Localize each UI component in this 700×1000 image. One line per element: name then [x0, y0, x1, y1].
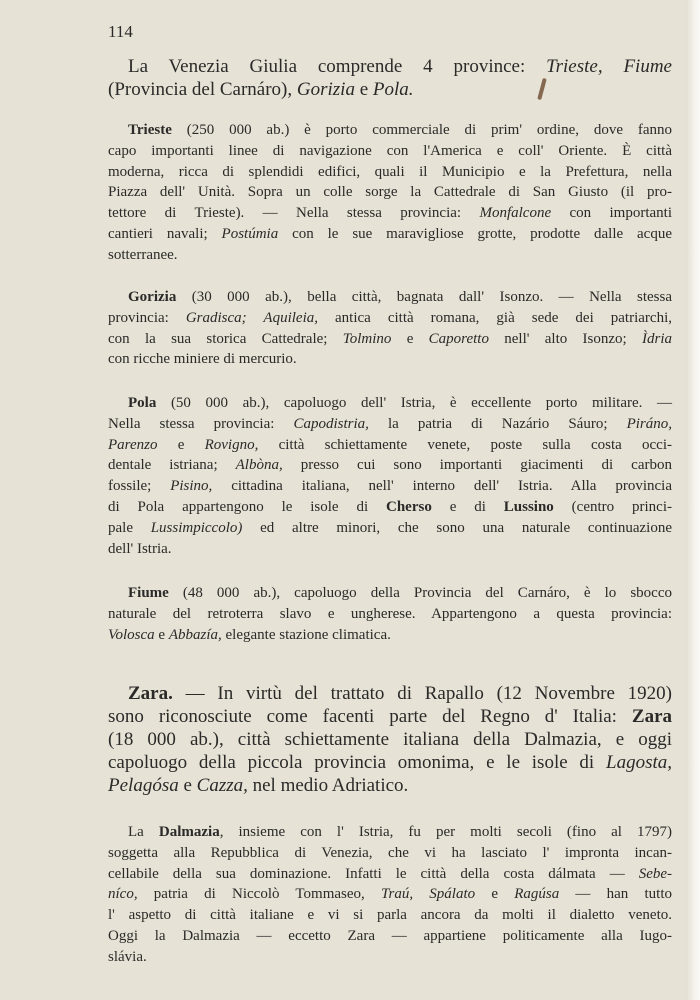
italic-text: Monfalcone: [479, 205, 552, 222]
text-line: [108, 682, 672, 705]
text-line: [108, 308, 672, 329]
text-span: moderna, ricca di splendidi edifici, quali il Municipio e la Prefettura, nella: [108, 163, 672, 180]
italic-text: Piráno,: [626, 415, 672, 432]
paragraph-dalmazia: [108, 822, 672, 968]
italic-text: Sebe-: [638, 865, 672, 882]
text-span: (Provincia del Carnáro),: [108, 79, 297, 100]
text-line: [108, 435, 672, 456]
text-span: naturale del retroterra slavo e ungherese. Appartengono a questa provincia:: [108, 605, 672, 622]
text-line: [108, 55, 672, 78]
text-line: [108, 141, 672, 162]
text-line: [108, 905, 672, 926]
text-line: [108, 774, 672, 797]
text-span: e: [475, 886, 515, 903]
text-line: [108, 203, 672, 224]
italic-text: Cazza,: [196, 775, 248, 796]
text-span: e: [154, 626, 169, 643]
italic-text: Albòna,: [235, 457, 283, 474]
text-line: [108, 455, 672, 476]
paragraph-pola: [108, 393, 672, 559]
italic-text: Pola.: [372, 79, 414, 100]
text-span: città schiettamente venete, poste sulla costa occi-: [258, 436, 672, 453]
text-line: [108, 476, 672, 497]
text-line: [108, 843, 672, 864]
text-line: [108, 751, 672, 774]
text-span: — In virtù del trattato di Rapallo (12 Novembre 1920): [172, 683, 672, 704]
text-span: (18 000 ab.), città schiettamente italiana della Dalmazia, e oggi: [108, 729, 672, 750]
text-span: tettore di Trieste). — Nella stessa provincia:: [108, 205, 480, 222]
bold-text: Lussino: [503, 498, 554, 515]
bold-text: Fiume: [128, 585, 169, 601]
text-span: capo importanti linee di navigazione con l'America e coll' Oriente. È città: [108, 142, 672, 159]
text-span: (250 000 ab.) è porto commerciale di prim' ordine, dove fanno: [171, 122, 672, 138]
text-span: dell' Istria.: [108, 540, 172, 557]
text-line: [108, 182, 672, 203]
text-span: (50 000 ab.), capoluogo dell' Istria, è eccellente porto militare. —: [156, 395, 672, 411]
text-span: l' aspetto di città italiane e vi si parla ancora da molti il dialetto veneto.: [108, 907, 672, 924]
text-line: [108, 583, 672, 604]
text-line: [108, 822, 672, 843]
text-line: [108, 329, 672, 350]
italic-text: Rovigno,: [204, 436, 259, 453]
text-span: fossile;: [108, 478, 171, 495]
paragraph-intro: [108, 55, 672, 101]
text-line: [108, 539, 672, 560]
text-span: (48 000 ab.), capoluogo della Provincia del Carnáro, è lo sbocco: [168, 585, 672, 601]
text-line: [108, 728, 672, 751]
text-span: , insieme con l' Istria, fu per molti secoli (fino al 1797): [219, 824, 672, 840]
text-span: e di: [431, 498, 504, 515]
italic-text: Lussimpiccolo): [150, 519, 243, 536]
italic-text: Postúmia: [221, 225, 279, 242]
bold-text: Cherso: [386, 498, 432, 515]
text-span: La Venezia Giulia comprende 4 province:: [128, 56, 547, 77]
text-span: con ricche miniere di mercurio.: [108, 351, 297, 368]
text-span: pale: [108, 519, 151, 536]
italic-text: Pelagósa: [108, 775, 179, 796]
text-span: (centro princi-: [553, 498, 673, 515]
text-line: [108, 947, 672, 968]
text-line: [108, 245, 672, 266]
italic-text: Ragúsa: [514, 886, 560, 903]
text-span: di Pola appartengono le isole di: [108, 498, 386, 515]
text-span: cittadina italiana, nell' interno dell' Istria. Alla provincia: [212, 478, 672, 495]
text-span: e: [354, 79, 373, 100]
text-line: [108, 884, 672, 905]
text-span: (30 000 ab.), bella città, bagnata dall' Isonzo. — Nella stessa: [176, 289, 672, 305]
text-span: con importanti: [551, 205, 672, 222]
text-span: nel medio Adriatico.: [247, 775, 409, 796]
bold-text: Zara: [631, 706, 672, 727]
italic-text: Abbazía,: [168, 626, 222, 643]
text-line: [108, 625, 672, 646]
text-span: capoluogo della piccola provincia omonima, e le isole di: [108, 752, 606, 773]
text-line: [108, 224, 672, 245]
italic-text: Ìdria: [642, 330, 672, 347]
italic-text: Traú, Spálato: [380, 886, 476, 903]
text-line: [108, 120, 672, 141]
text-line: [108, 287, 672, 308]
text-span: sotterranee.: [108, 246, 178, 263]
text-line: [108, 926, 672, 947]
page-number: 114: [108, 22, 133, 41]
paragraph-gorizia: [108, 287, 672, 370]
text-span: con le sue maravigliose grotte, prodotte dalle acque: [278, 225, 672, 242]
bold-text: Zara.: [128, 683, 173, 704]
text-span: presso cui sono importanti giacimenti di carbon: [282, 457, 672, 474]
paragraph-zara: [108, 682, 672, 797]
italic-text: Pisino,: [170, 478, 213, 495]
italic-text: Caporetto: [428, 330, 489, 347]
text-span: cantieri navali;: [108, 225, 222, 242]
text-span: soggetta alla Repubblica di Venezia, che vi ha lasciato l' impronta incan-: [108, 844, 672, 861]
text-span: ed altre minori, che sono una naturale continuazione: [242, 519, 672, 536]
text-span: e: [178, 775, 197, 796]
text-span: nell' alto Isonzo;: [488, 330, 642, 347]
italic-text: Capodistria,: [293, 415, 369, 432]
text-span: e: [157, 436, 205, 453]
text-line: [108, 518, 672, 539]
text-line: [108, 349, 672, 370]
italic-text: Parenzo: [108, 436, 158, 453]
text-span: elegante stazione climatica.: [221, 626, 391, 643]
text-span: cellabile della sua dominazione. Infatti le città della costa dálmata —: [108, 865, 639, 882]
bold-text: Trieste: [128, 122, 172, 138]
page-edge: [686, 0, 700, 1000]
text-line: [108, 162, 672, 183]
bold-text: Gorizia: [128, 289, 177, 305]
text-span: sono riconosciute come facenti parte del Regno d' Italia:: [108, 706, 632, 727]
text-span: Oggi la Dalmazia — eccetto Zara — appartiene politicamente alla Iugo-: [108, 927, 672, 944]
text-span: slávia.: [108, 948, 147, 965]
text-span: dentale istriana;: [108, 457, 236, 474]
italic-text: Volosca: [108, 626, 155, 643]
text-span: provincia:: [108, 309, 186, 326]
text-line: [108, 78, 672, 101]
text-line: [108, 497, 672, 518]
text-span: e: [391, 330, 429, 347]
text-span: antica città romana, già sede dei patriarchi,: [318, 309, 672, 326]
text-span: La: [128, 824, 159, 840]
italic-text: Lagosta,: [606, 752, 672, 773]
italic-text: Gradisca; Aquileia,: [185, 309, 318, 326]
bold-text: Dalmazia: [158, 824, 220, 840]
text-span: la patria di Nazário Sáuro;: [368, 415, 627, 432]
text-span: Piazza dell' Unità. Sopra un colle sorge la Cattedrale di San Giusto (il pro-: [108, 184, 672, 201]
text-span: Nella stessa provincia:: [108, 415, 294, 432]
text-span: patria di Niccolò Tommaseo,: [137, 886, 381, 903]
text-span: con la sua storica Cattedrale;: [108, 330, 343, 347]
italic-text: níco,: [108, 886, 138, 903]
text-line: [108, 393, 672, 414]
text-span: — han tutto: [559, 886, 672, 903]
text-line: [108, 414, 672, 435]
paragraph-fiume: [108, 583, 672, 645]
bold-text: Pola: [128, 395, 157, 411]
italic-text: Gorizia: [296, 79, 355, 100]
italic-text: Tolmino: [342, 330, 392, 347]
italic-text: Trieste, Fiume: [546, 56, 672, 77]
paragraph-trieste: [108, 120, 672, 266]
text-line: [108, 604, 672, 625]
text-line: [108, 705, 672, 728]
text-line: [108, 864, 672, 885]
